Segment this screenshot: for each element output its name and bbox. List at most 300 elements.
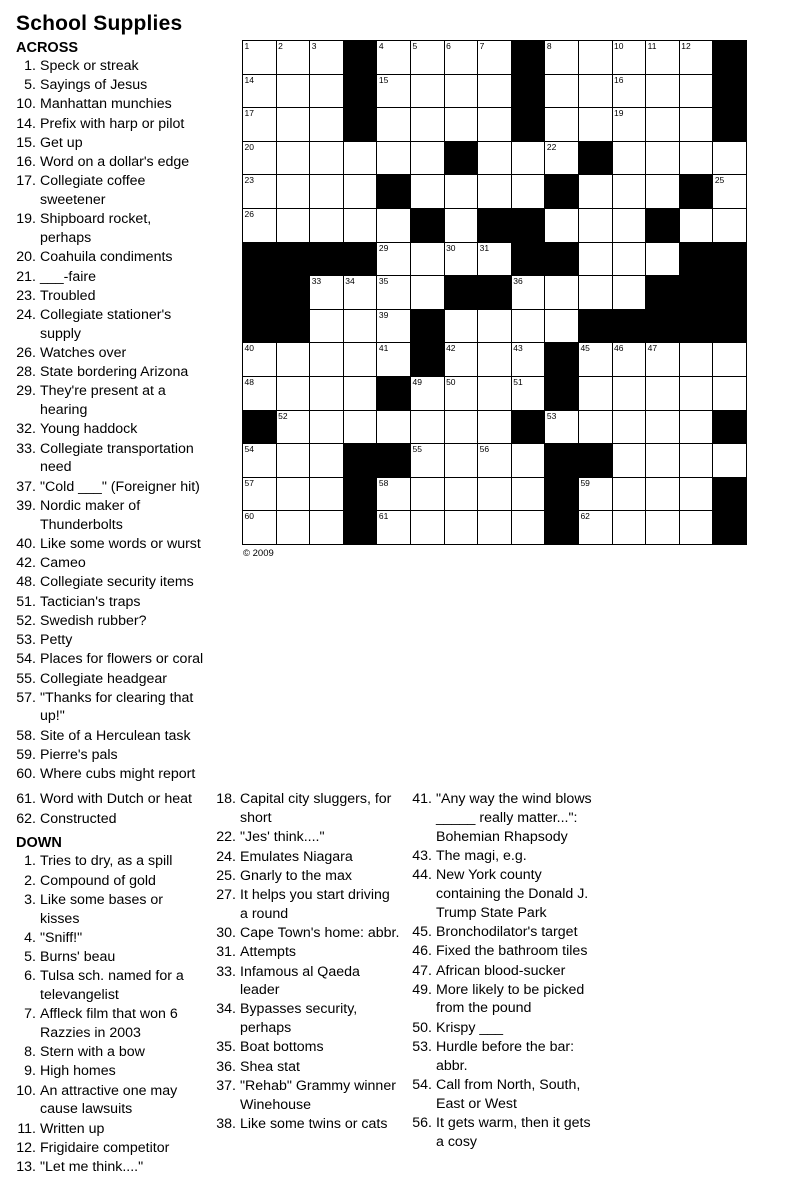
clue-item[interactable] xyxy=(410,923,596,942)
clue-number: 61. xyxy=(16,791,36,808)
grid-cell[interactable] xyxy=(680,377,714,411)
grid-block xyxy=(512,411,546,445)
grid-cell[interactable] xyxy=(613,411,647,445)
grid-cell[interactable] xyxy=(277,511,311,545)
grid-cell[interactable] xyxy=(646,175,680,209)
grid-cell[interactable] xyxy=(243,377,277,411)
clue-item[interactable] xyxy=(14,95,204,114)
grid-cell[interactable] xyxy=(579,276,613,310)
grid-cell[interactable] xyxy=(445,75,479,109)
grid-cell[interactable] xyxy=(478,411,512,445)
grid-cell[interactable] xyxy=(545,142,579,176)
clue-number: 4. xyxy=(24,929,36,946)
grid-cell[interactable] xyxy=(579,511,613,545)
grid-block xyxy=(512,41,546,75)
clue-item[interactable] xyxy=(14,1005,204,1042)
grid-cell[interactable] xyxy=(411,478,445,512)
grid-cell[interactable] xyxy=(445,511,479,545)
grid-cell[interactable] xyxy=(445,377,479,411)
grid-cell[interactable] xyxy=(310,377,344,411)
grid-cell[interactable] xyxy=(310,343,344,377)
clue-item[interactable] xyxy=(14,872,204,891)
clue-item[interactable] xyxy=(214,1038,400,1057)
grid-cell[interactable] xyxy=(680,511,714,545)
clue-item[interactable] xyxy=(14,497,204,534)
grid-cell[interactable] xyxy=(680,411,714,445)
grid-cell[interactable] xyxy=(478,511,512,545)
clue-item[interactable] xyxy=(14,891,204,928)
clue-item[interactable] xyxy=(14,852,204,871)
grid-cell[interactable] xyxy=(713,209,747,243)
clue-item[interactable] xyxy=(410,962,596,981)
grid-cell-number: 47 xyxy=(647,343,658,354)
grid-cell[interactable] xyxy=(545,209,579,243)
grid-cell[interactable] xyxy=(613,75,647,109)
clue-item[interactable] xyxy=(14,57,204,76)
grid-cell[interactable] xyxy=(478,377,512,411)
crossword-grid[interactable] xyxy=(242,40,747,545)
clue-item[interactable] xyxy=(14,650,204,669)
clue-item[interactable] xyxy=(214,1000,400,1037)
grid-cell[interactable] xyxy=(310,276,344,310)
grid-cell[interactable] xyxy=(512,377,546,411)
clue-item[interactable] xyxy=(14,440,204,477)
grid-cell[interactable] xyxy=(310,41,344,75)
grid-cell[interactable] xyxy=(344,377,378,411)
clue-item[interactable] xyxy=(410,1038,596,1075)
grid-block xyxy=(713,41,747,75)
grid-cell[interactable] xyxy=(445,478,479,512)
clue-item[interactable] xyxy=(14,382,204,419)
grid-cell[interactable] xyxy=(411,276,445,310)
grid-cell-number: 10 xyxy=(614,41,624,51)
grid-cell[interactable] xyxy=(646,142,680,176)
clue-item[interactable] xyxy=(14,268,204,287)
grid-cell[interactable] xyxy=(579,108,613,142)
grid-block xyxy=(445,276,479,310)
grid-cell[interactable] xyxy=(445,41,479,75)
clue-item[interactable] xyxy=(14,929,204,948)
grid-cell[interactable] xyxy=(277,142,311,176)
grid-cell-number: 43 xyxy=(513,343,523,354)
grid-cell[interactable] xyxy=(613,175,647,209)
grid-cell[interactable] xyxy=(377,243,411,277)
grid-cell[interactable] xyxy=(344,310,378,344)
clue-text: Frigidaire competitor xyxy=(40,1139,170,1156)
grid-cell[interactable] xyxy=(377,411,411,445)
grid-cell[interactable] xyxy=(277,209,311,243)
grid-cell[interactable] xyxy=(646,377,680,411)
clue-item[interactable] xyxy=(14,306,204,343)
clue-item[interactable] xyxy=(14,727,204,746)
clue-item[interactable] xyxy=(14,1082,204,1119)
grid-cell[interactable] xyxy=(243,175,277,209)
grid-cell[interactable] xyxy=(613,478,647,512)
grid-cell[interactable] xyxy=(680,478,714,512)
grid-cell[interactable] xyxy=(277,478,311,512)
grid-block xyxy=(680,276,714,310)
grid-cell[interactable] xyxy=(377,142,411,176)
clue-item[interactable] xyxy=(14,765,204,784)
clue-number: 8. xyxy=(24,1044,36,1061)
grid-cell[interactable] xyxy=(310,310,344,344)
grid-cell[interactable] xyxy=(680,343,714,377)
grid-cell[interactable] xyxy=(646,41,680,75)
grid-cell[interactable] xyxy=(579,377,613,411)
clue-item[interactable] xyxy=(14,1158,204,1177)
grid-cell[interactable] xyxy=(344,276,378,310)
clue-text: Cape Town's home: abbr. xyxy=(240,925,400,942)
grid-cell[interactable] xyxy=(411,108,445,142)
grid-cell[interactable] xyxy=(277,411,311,445)
grid-cell[interactable] xyxy=(243,511,277,545)
grid-cell[interactable] xyxy=(579,41,613,75)
grid-cell[interactable] xyxy=(377,310,411,344)
grid-cell[interactable] xyxy=(344,343,378,377)
grid-cell[interactable] xyxy=(613,377,647,411)
grid-cell[interactable] xyxy=(277,343,311,377)
grid-cell[interactable] xyxy=(512,511,546,545)
copyright-notice: © 2009 xyxy=(243,547,274,559)
clue-item[interactable] xyxy=(14,746,204,765)
clue-item[interactable] xyxy=(14,593,204,612)
clue-item[interactable] xyxy=(214,943,400,962)
grid-cell[interactable] xyxy=(512,175,546,209)
grid-cell[interactable] xyxy=(713,377,747,411)
grid-cell[interactable] xyxy=(243,478,277,512)
grid-area xyxy=(210,40,786,559)
grid-cell-number: 29 xyxy=(378,242,389,253)
grid-cell[interactable] xyxy=(344,209,378,243)
grid-block xyxy=(713,310,747,344)
grid-cell[interactable] xyxy=(377,511,411,545)
clue-item[interactable] xyxy=(410,981,596,1018)
clue-item[interactable] xyxy=(214,828,400,847)
grid-cell[interactable] xyxy=(512,276,546,310)
clue-item[interactable] xyxy=(14,612,204,631)
grid-cell[interactable] xyxy=(478,175,512,209)
top-area xyxy=(14,40,786,784)
grid-cell[interactable] xyxy=(445,243,479,277)
grid-cell[interactable] xyxy=(613,243,647,277)
clue-number: 37. xyxy=(16,478,36,495)
clue-text: Prefix with harp or pilot xyxy=(40,115,185,132)
grid-cell[interactable] xyxy=(646,411,680,445)
clue-item[interactable] xyxy=(14,248,204,267)
clue-item[interactable] xyxy=(14,344,204,363)
grid-cell[interactable] xyxy=(243,343,277,377)
clue-item[interactable] xyxy=(410,790,596,846)
grid-cell[interactable] xyxy=(243,142,277,176)
clue-text: Bypasses security, perhaps xyxy=(240,1001,358,1037)
grid-cell[interactable] xyxy=(478,142,512,176)
grid-cell[interactable] xyxy=(277,444,311,478)
grid-cell[interactable] xyxy=(277,377,311,411)
grid-block xyxy=(512,243,546,277)
clue-item[interactable] xyxy=(14,420,204,439)
grid-cell[interactable] xyxy=(310,411,344,445)
grid-cell-number: 51 xyxy=(513,376,523,387)
grid-cell[interactable] xyxy=(310,478,344,512)
grid-cell[interactable] xyxy=(243,444,277,478)
grid-cell[interactable] xyxy=(277,41,311,75)
grid-cell[interactable] xyxy=(545,75,579,109)
grid-cell[interactable] xyxy=(243,41,277,75)
grid-cell[interactable] xyxy=(579,175,613,209)
clue-number: 48. xyxy=(16,574,36,591)
grid-cell[interactable] xyxy=(545,276,579,310)
grid-cell[interactable] xyxy=(579,75,613,109)
grid-cell[interactable] xyxy=(613,276,647,310)
grid-cell-number: 7 xyxy=(479,41,485,51)
clue-number: 41. xyxy=(412,791,432,808)
clue-item[interactable] xyxy=(410,942,596,961)
grid-cell[interactable] xyxy=(680,41,714,75)
clue-number: 9. xyxy=(24,1063,36,1080)
grid-block xyxy=(680,175,714,209)
grid-cell[interactable] xyxy=(445,108,479,142)
grid-cell[interactable] xyxy=(411,142,445,176)
grid-cell[interactable] xyxy=(377,75,411,109)
grid-cell[interactable] xyxy=(411,511,445,545)
grid-cell[interactable] xyxy=(478,41,512,75)
grid-cell[interactable] xyxy=(512,343,546,377)
grid-cell[interactable] xyxy=(478,108,512,142)
clue-item[interactable] xyxy=(14,134,204,153)
clue-number: 27. xyxy=(216,887,236,904)
grid-cell[interactable] xyxy=(579,478,613,512)
grid-cell[interactable] xyxy=(512,444,546,478)
grid-cell[interactable] xyxy=(377,41,411,75)
clue-text: Word on a dollar's edge xyxy=(40,154,190,171)
grid-cell[interactable] xyxy=(377,343,411,377)
grid-cell[interactable] xyxy=(478,75,512,109)
clue-item[interactable] xyxy=(410,1076,596,1113)
lower-clue-columns xyxy=(14,790,786,1177)
grid-cell[interactable] xyxy=(646,108,680,142)
clue-text: "Rehab" Grammy winner Winehouse xyxy=(240,1077,396,1113)
grid-cell[interactable] xyxy=(579,411,613,445)
grid-cell[interactable] xyxy=(646,444,680,478)
clue-item[interactable] xyxy=(14,810,204,829)
clue-text: Collegiate stationer's supply xyxy=(40,307,172,342)
grid-cell-number: 26 xyxy=(244,208,254,219)
clue-item[interactable] xyxy=(214,867,400,886)
grid-cell[interactable] xyxy=(713,444,747,478)
clue-number: 12. xyxy=(16,1139,36,1156)
grid-cell[interactable] xyxy=(545,411,579,445)
grid-cell-number: 53 xyxy=(546,410,557,421)
grid-cell[interactable] xyxy=(512,310,546,344)
grid-cell[interactable] xyxy=(646,75,680,109)
grid-cell[interactable] xyxy=(680,108,714,142)
clue-item[interactable] xyxy=(14,363,204,382)
grid-cell[interactable] xyxy=(646,343,680,377)
grid-cell[interactable] xyxy=(377,276,411,310)
grid-cell[interactable] xyxy=(613,209,647,243)
grid-cell[interactable] xyxy=(613,444,647,478)
clue-text: Hurdle before the bar: abbr. xyxy=(436,1038,575,1074)
grid-cell[interactable] xyxy=(445,343,479,377)
grid-cell-number: 60 xyxy=(244,511,254,522)
grid-cell-number: 22 xyxy=(546,141,557,152)
grid-cell[interactable] xyxy=(680,444,714,478)
clue-item[interactable] xyxy=(214,848,400,867)
clue-item[interactable] xyxy=(410,1114,596,1151)
clue-item[interactable] xyxy=(14,1139,204,1158)
clue-number: 51. xyxy=(16,593,36,610)
grid-cell[interactable] xyxy=(613,343,647,377)
clue-item[interactable] xyxy=(14,1062,204,1081)
grid-block xyxy=(277,243,311,277)
grid-cell[interactable] xyxy=(411,444,445,478)
grid-cell[interactable] xyxy=(411,377,445,411)
grid-cell[interactable] xyxy=(680,142,714,176)
grid-cell[interactable] xyxy=(310,444,344,478)
clue-item[interactable] xyxy=(14,631,204,650)
grid-cell[interactable] xyxy=(243,75,277,109)
grid-cell[interactable] xyxy=(277,108,311,142)
clue-item[interactable] xyxy=(14,790,204,809)
grid-cell[interactable] xyxy=(613,142,647,176)
grid-cell[interactable] xyxy=(310,75,344,109)
clue-number: 31. xyxy=(216,944,236,961)
grid-cell[interactable] xyxy=(713,175,747,209)
grid-cell[interactable] xyxy=(713,142,747,176)
grid-cell[interactable] xyxy=(310,175,344,209)
grid-cell[interactable] xyxy=(579,343,613,377)
grid-cell[interactable] xyxy=(680,209,714,243)
clue-number: 39. xyxy=(16,497,36,514)
clue-text: Burns' beau xyxy=(40,949,116,966)
grid-cell[interactable] xyxy=(411,41,445,75)
grid-cell[interactable] xyxy=(445,175,479,209)
grid-cell[interactable] xyxy=(243,108,277,142)
clue-text: Tries to dry, as a spill xyxy=(40,853,173,870)
grid-cell[interactable] xyxy=(344,411,378,445)
grid-cell[interactable] xyxy=(445,310,479,344)
grid-block xyxy=(579,310,613,344)
grid-cell[interactable] xyxy=(478,243,512,277)
clue-item[interactable] xyxy=(14,478,204,497)
clue-item[interactable] xyxy=(214,1058,400,1077)
grid-cell[interactable] xyxy=(310,108,344,142)
grid-cell-number: 61 xyxy=(378,511,389,522)
grid-block xyxy=(579,444,613,478)
grid-block xyxy=(411,310,445,344)
clue-item[interactable] xyxy=(14,76,204,95)
grid-cell[interactable] xyxy=(579,243,613,277)
grid-cell[interactable] xyxy=(411,175,445,209)
grid-cell[interactable] xyxy=(310,511,344,545)
grid-cell[interactable] xyxy=(277,75,311,109)
grid-cell[interactable] xyxy=(512,478,546,512)
clue-item[interactable] xyxy=(410,847,596,866)
clue-item[interactable] xyxy=(14,1043,204,1062)
clue-item[interactable] xyxy=(14,554,204,573)
clue-item[interactable] xyxy=(214,924,400,943)
grid-cell[interactable] xyxy=(478,444,512,478)
clue-item[interactable] xyxy=(214,1077,400,1114)
grid-cell-number: 12 xyxy=(681,41,691,51)
grid-cell[interactable] xyxy=(344,142,378,176)
grid-cell[interactable] xyxy=(377,478,411,512)
clue-text: Constructed xyxy=(40,810,117,827)
grid-cell[interactable] xyxy=(445,411,479,445)
grid-cell[interactable] xyxy=(445,444,479,478)
clue-item[interactable] xyxy=(410,866,596,922)
grid-cell[interactable] xyxy=(344,175,378,209)
clue-item[interactable] xyxy=(14,115,204,134)
grid-cell[interactable] xyxy=(646,243,680,277)
grid-cell[interactable] xyxy=(277,175,311,209)
clue-item[interactable] xyxy=(14,535,204,554)
grid-block xyxy=(613,310,647,344)
grid-block xyxy=(512,209,546,243)
clue-text: Places for flowers or coral xyxy=(40,651,204,668)
grid-cell[interactable] xyxy=(310,209,344,243)
grid-block xyxy=(243,276,277,310)
grid-cell[interactable] xyxy=(579,209,613,243)
clue-item[interactable] xyxy=(14,670,204,689)
grid-cell-number: 59 xyxy=(580,477,590,488)
grid-cell[interactable] xyxy=(478,478,512,512)
grid-cell[interactable] xyxy=(243,209,277,243)
clue-item[interactable] xyxy=(214,1115,400,1134)
grid-cell[interactable] xyxy=(411,411,445,445)
grid-cell[interactable] xyxy=(377,108,411,142)
clue-item[interactable] xyxy=(14,1120,204,1139)
clue-item[interactable] xyxy=(14,287,204,306)
grid-cell[interactable] xyxy=(545,108,579,142)
grid-cell[interactable] xyxy=(411,75,445,109)
clue-item[interactable] xyxy=(214,790,400,827)
clue-item[interactable] xyxy=(214,886,400,923)
clue-item[interactable] xyxy=(14,689,204,726)
grid-cell[interactable] xyxy=(512,142,546,176)
clue-item[interactable] xyxy=(14,573,204,592)
grid-cell[interactable] xyxy=(545,41,579,75)
clue-item[interactable] xyxy=(14,153,204,172)
clue-number: 52. xyxy=(16,612,36,629)
grid-cell[interactable] xyxy=(613,108,647,142)
clue-item[interactable] xyxy=(14,172,204,209)
grid-cell[interactable] xyxy=(411,243,445,277)
grid-cell[interactable] xyxy=(613,41,647,75)
grid-cell[interactable] xyxy=(377,209,411,243)
clue-item[interactable] xyxy=(14,967,204,1004)
grid-cell[interactable] xyxy=(478,343,512,377)
clue-text: Sayings of Jesus xyxy=(40,77,148,94)
clue-number: 38. xyxy=(216,1115,236,1132)
grid-cell[interactable] xyxy=(646,478,680,512)
grid-cell[interactable] xyxy=(445,209,479,243)
grid-cell[interactable] xyxy=(646,511,680,545)
grid-cell[interactable] xyxy=(478,310,512,344)
grid-cell[interactable] xyxy=(713,343,747,377)
clue-text: New York county containing the Donald J. Trump State Park xyxy=(436,867,589,921)
grid-cell[interactable] xyxy=(680,75,714,109)
grid-cell[interactable] xyxy=(613,511,647,545)
grid-cell[interactable] xyxy=(310,142,344,176)
clue-item[interactable] xyxy=(214,963,400,1000)
clue-item[interactable] xyxy=(410,1019,596,1038)
grid-block xyxy=(545,243,579,277)
grid-cell[interactable] xyxy=(545,310,579,344)
clue-item[interactable] xyxy=(14,948,204,967)
grid-block xyxy=(545,478,579,512)
clue-item[interactable] xyxy=(14,210,204,247)
